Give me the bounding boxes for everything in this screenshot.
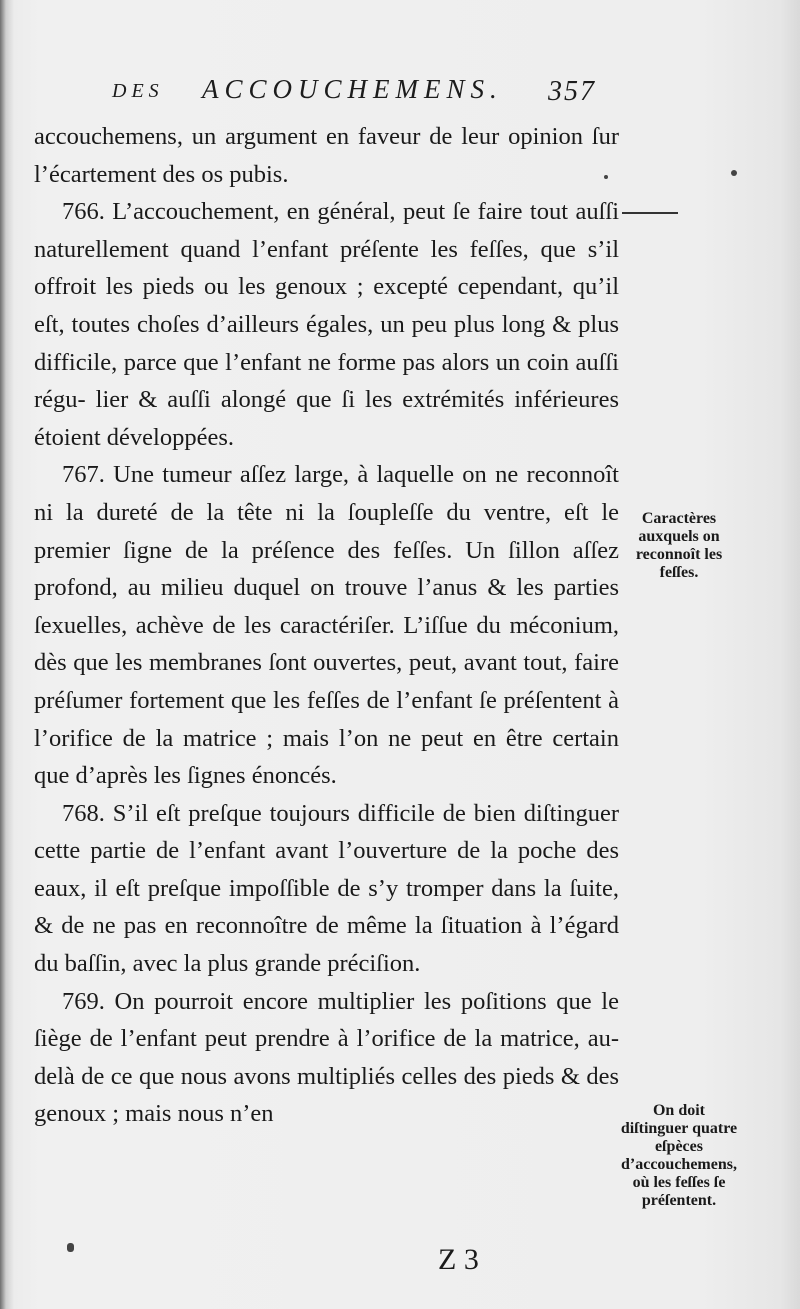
main-text [34, 118, 619, 1133]
paragraph-769: 769. On pourroit encore multiplier les poſitions que le ſiège de l’enfant peut prendre à l’orifice de la matrice, au-delà de ce que nous avons multipliés celles des pieds & des genoux ; mais nous n’en [34, 987, 619, 1128]
margin-note-distinguer: On doit diſtinguer quatre eſpèces d’accouchemens, où les feſſes ſe préſentent. [620, 1102, 738, 1209]
margin-dash [622, 212, 678, 214]
signature-mark: Z 3 [438, 1243, 479, 1276]
running-header [112, 72, 632, 112]
header-left: DES [112, 80, 164, 102]
page-number: 357 [548, 76, 596, 107]
paragraph-766: 766. L’accouchement, en général, peut ſe faire tout auſſi naturellement quand l’enfant préſente les feſſes, que s’il offroit les pieds ou les genoux ; excepté cependant, qu’il eſt, toutes choſes d’ailleurs égales, un peu plus long & plus difficile, parce que l’enfant ne forme pas alors un coin auſſi régu- lier & auſſi alongé que ſi les extrémités inférieures étoient développées. [34, 198, 619, 451]
paragraph-768: 768. S’il eſt preſque toujours difficile de bien diſtinguer cette partie de l’enfant avant l’ouverture de la poche des eaux, il eſt preſque impoſſible de s’y tromper dans la ſuite, & de ne pas en reconnoître de même la ſituation à l’égard du baſſin, avec la plus grande préciſion. [34, 799, 619, 978]
ink-speck [604, 175, 608, 179]
paragraph-continuation: accouchemens, un argument en faveur de leur opinion ſur l’écartement des os pubis. [34, 123, 619, 188]
header-title: ACCOUCHEMENS. [202, 74, 503, 104]
paragraph-767: 767. Une tumeur aſſez large, à laquelle on ne reconnoît ni la dureté de la tête ni la ſoupleſſe du ventre, eſt le premier ſigne de la préſence des feſſes. Un ſillon aſſez profond, au milieu duquel on trouve l’anus & les parties ſexuelles, achève de les caractériſer. L’iſſue du méconium, dès que les membranes ſont ouvertes, peut, avant tout, faire préſumer fortement que les feſſes de l’enfant ſe préſentent à l’orifice de la matrice ; mais l’on ne peut en être certain que d’après les ſignes énoncés. [34, 461, 619, 790]
margin-note-caracteres: Caractères auxquels on reconnoît les feſſes. [635, 510, 723, 581]
ink-speck [67, 1243, 74, 1252]
ink-speck [731, 170, 737, 176]
